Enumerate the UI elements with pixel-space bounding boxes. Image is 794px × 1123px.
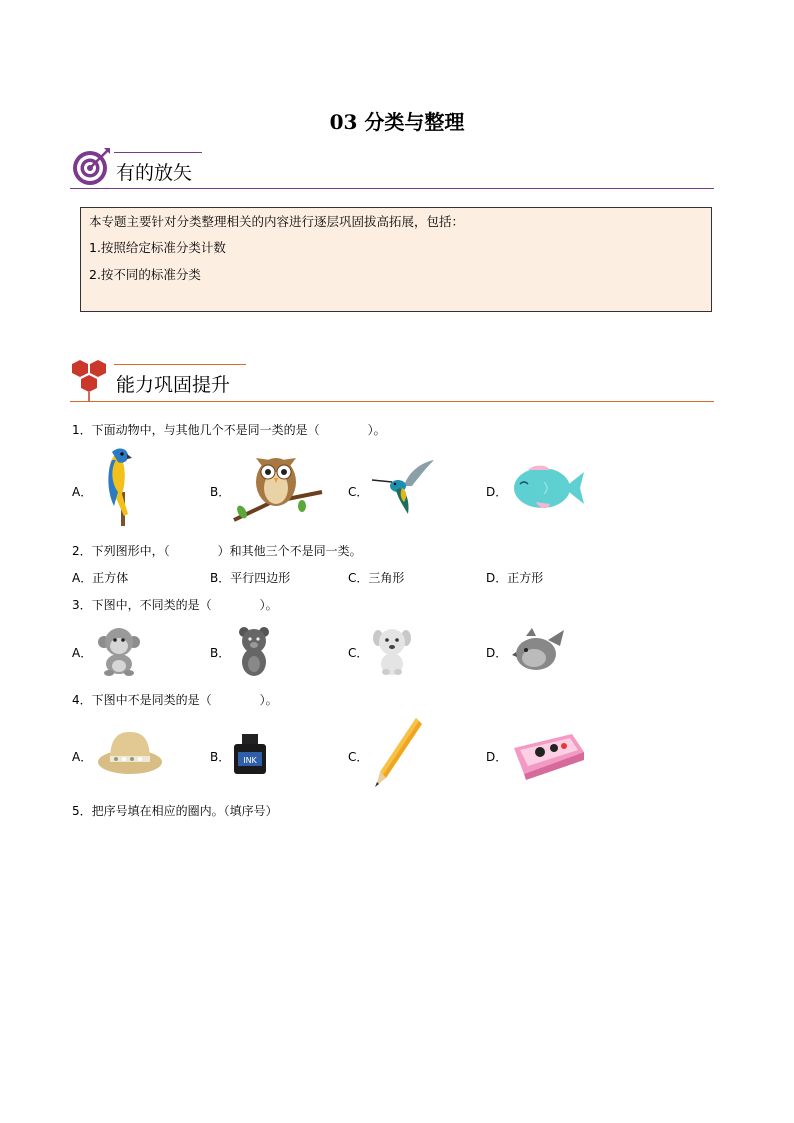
question-2: 2．下列图形中，（ ）和其他三个不是同一类。 bbox=[72, 544, 362, 558]
question-3: 3．下图中，不同类的是（ ）。 bbox=[72, 598, 278, 612]
owl-icon bbox=[232, 450, 324, 530]
section2-underline bbox=[70, 401, 714, 402]
q1-option-a: A． bbox=[72, 485, 93, 499]
target-icon bbox=[70, 146, 112, 188]
question-1: 1．下面动物中，与其他几个不是同一类的是（ ）。 bbox=[72, 423, 386, 437]
intro-line: 2.按不同的标准分类 bbox=[89, 267, 201, 282]
pencil-icon bbox=[372, 716, 424, 792]
section2-label: 能力巩固提升 bbox=[116, 374, 231, 396]
q2-option-c: C．三角形 bbox=[348, 571, 405, 585]
section1-topline bbox=[114, 152, 202, 153]
intro-box bbox=[80, 207, 712, 312]
fish-icon bbox=[510, 462, 586, 518]
section2-topline bbox=[114, 364, 246, 365]
q2-option-d: D．正方形 bbox=[486, 571, 544, 585]
question-4: 4．下图中不是同类的是（ ）。 bbox=[72, 693, 278, 707]
q3-option-a: A． bbox=[72, 646, 93, 660]
q1-option-c: C． bbox=[348, 485, 369, 499]
q1-option-d: D． bbox=[486, 485, 508, 499]
monkey-toy-icon bbox=[96, 626, 142, 680]
intro-line: 1.按照给定标准分类计数 bbox=[89, 240, 226, 255]
question-5: 5．把序号填在相应的圈内。（填序号） bbox=[72, 804, 278, 818]
pencil-case-icon bbox=[510, 730, 586, 786]
hexagon-icon bbox=[68, 358, 112, 404]
q1-option-b: B． bbox=[210, 485, 231, 499]
section1-underline bbox=[70, 188, 714, 189]
ink-label: INK bbox=[243, 756, 257, 765]
q4-option-b: B． bbox=[210, 750, 231, 764]
q3-option-b: B． bbox=[210, 646, 231, 660]
q4-option-c: C． bbox=[348, 750, 369, 764]
q2-option-b: B．平行四边形 bbox=[210, 571, 291, 585]
bear-toy-icon bbox=[234, 626, 274, 682]
q2-option-a: A．正方体 bbox=[72, 571, 129, 585]
ink-bottle-icon bbox=[230, 732, 270, 780]
section1-label: 有的放矢 bbox=[116, 162, 193, 184]
q4-option-a: A． bbox=[72, 750, 93, 764]
bird-toy-icon bbox=[512, 626, 566, 678]
q3-option-d: D． bbox=[486, 646, 508, 660]
dog-toy-icon bbox=[372, 626, 412, 680]
hat-icon bbox=[96, 728, 164, 782]
q3-option-c: C． bbox=[348, 646, 369, 660]
q4-option-d: D． bbox=[486, 750, 508, 764]
intro-line: 本专题主要针对分类整理相关的内容进行逐层巩固拔高拓展，包括： bbox=[89, 214, 465, 229]
hummingbird-icon bbox=[370, 458, 436, 522]
parrot-icon bbox=[100, 446, 144, 532]
page-title: 03 分类与整理 bbox=[329, 110, 465, 134]
